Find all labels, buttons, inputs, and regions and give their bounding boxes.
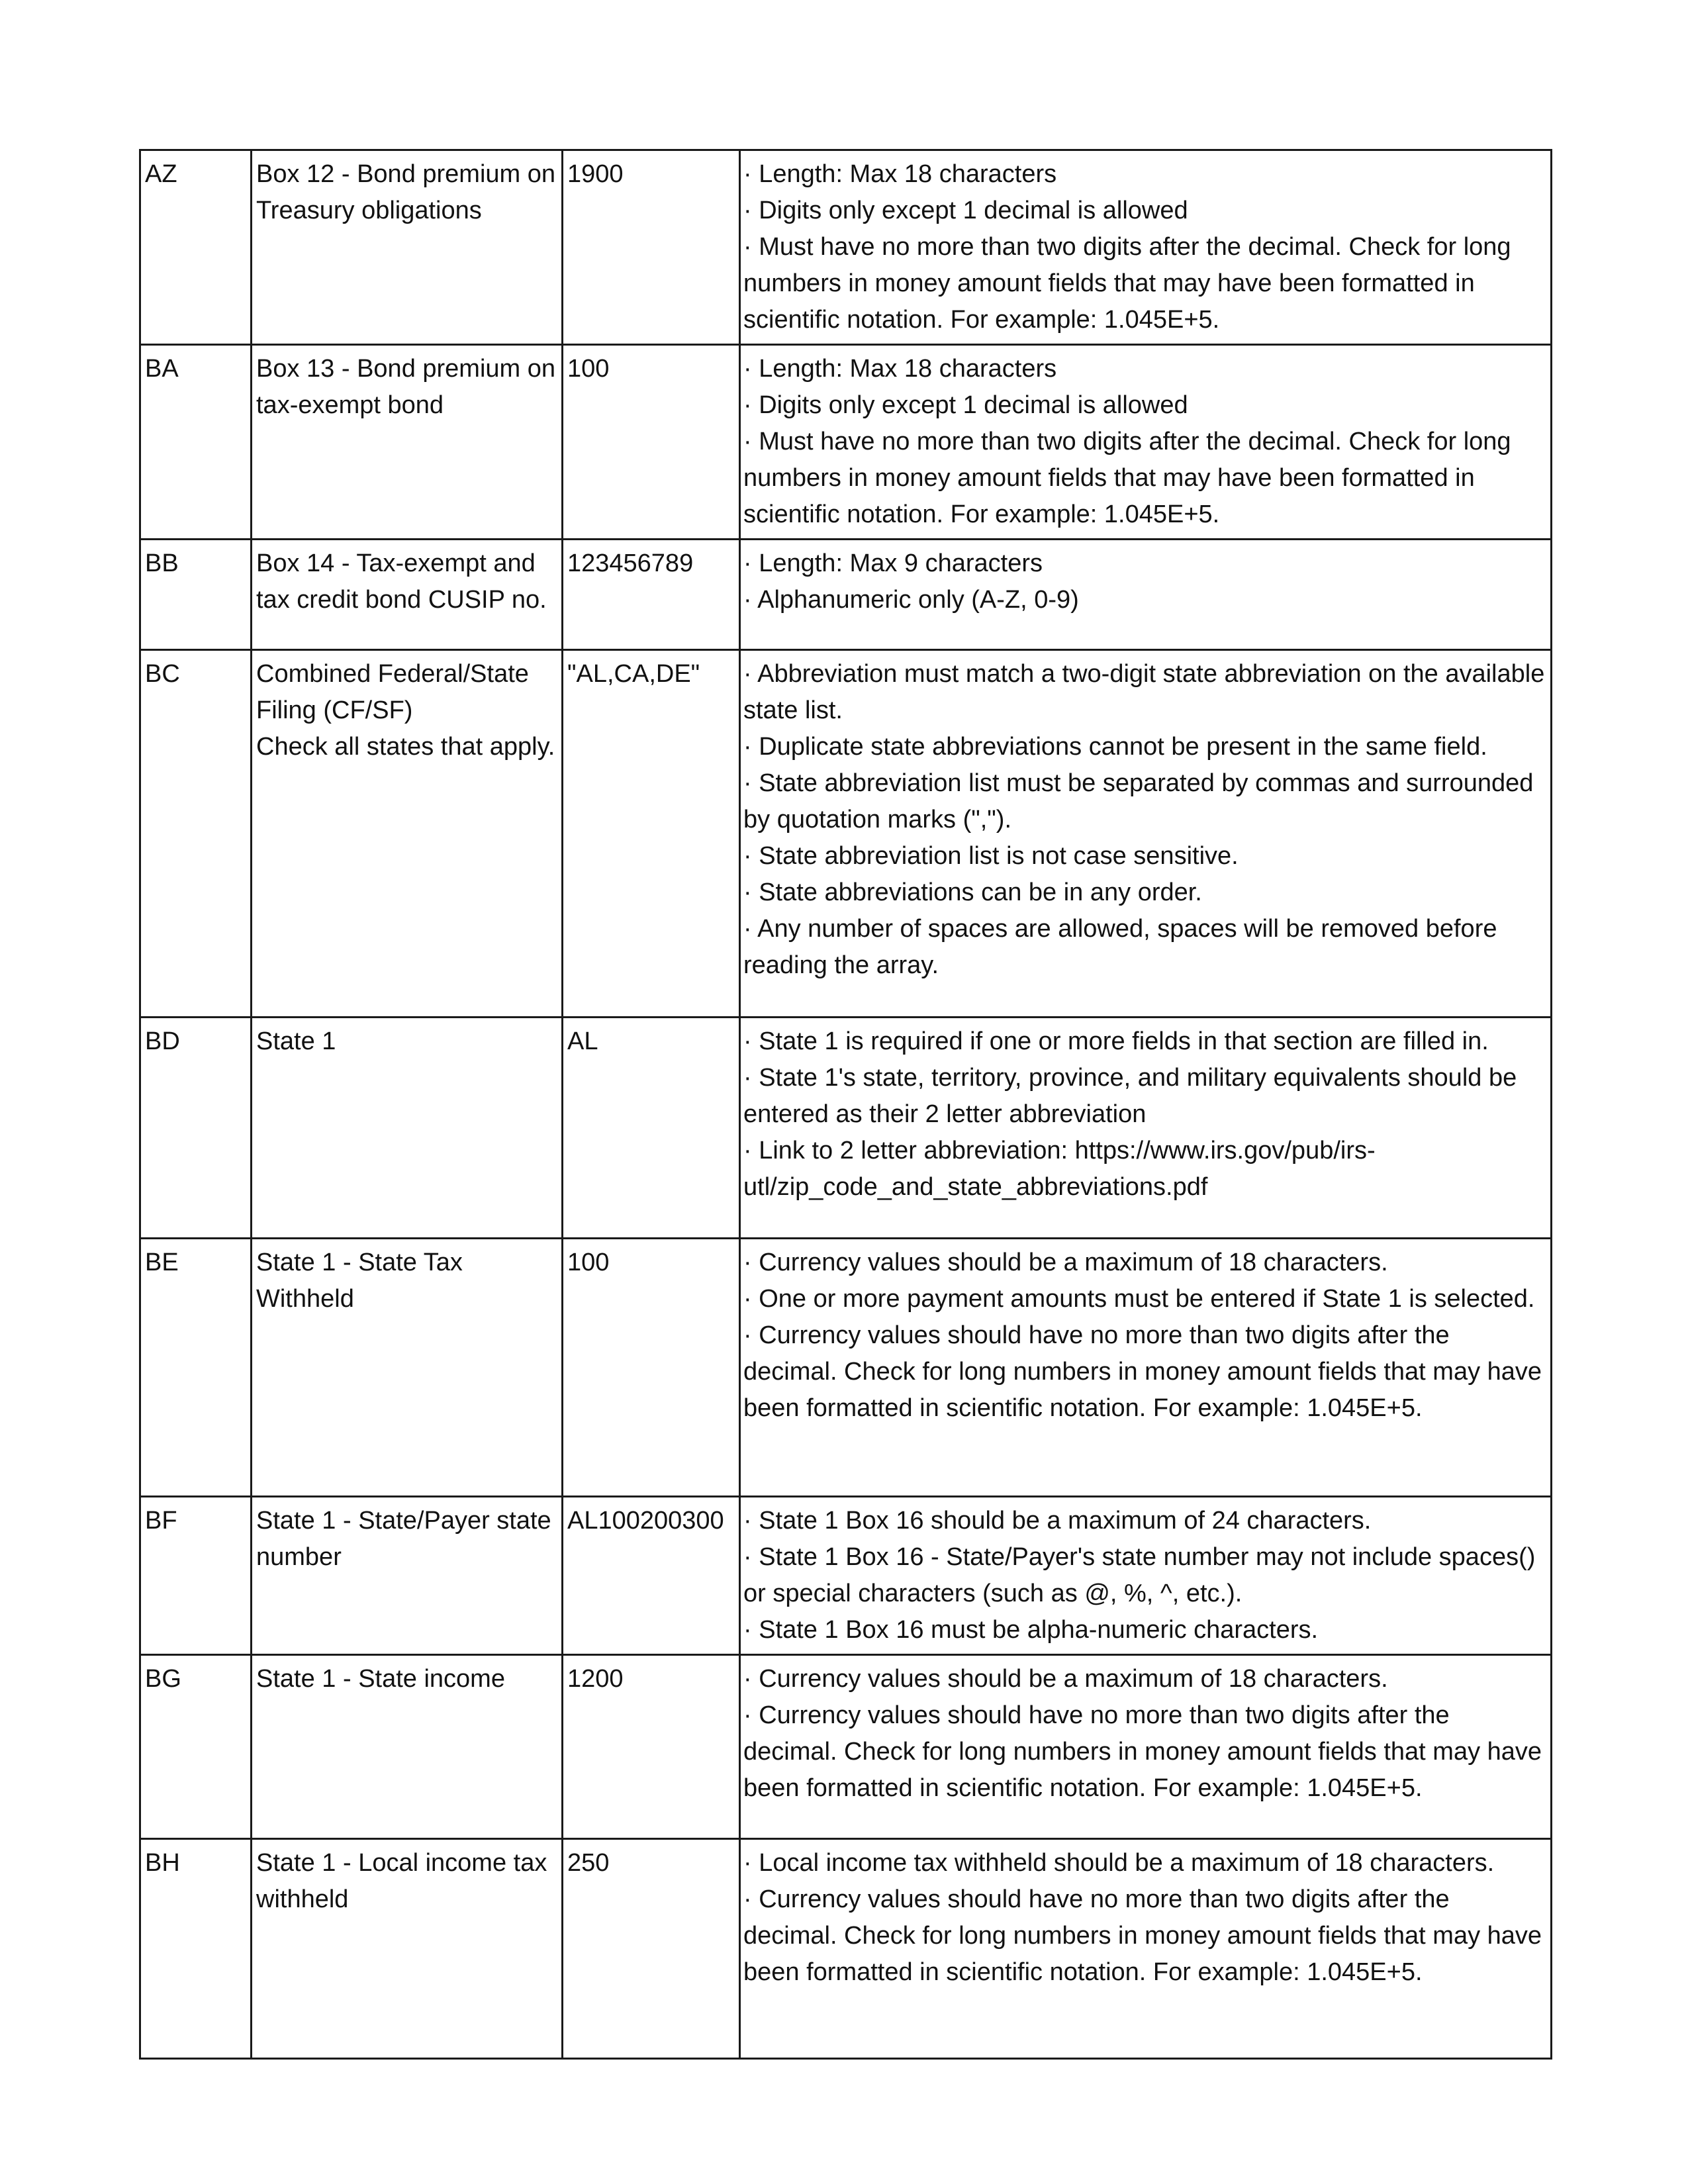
rule-line: · Digits only except 1 decimal is allowed bbox=[743, 391, 1188, 419]
field-name-cell: State 1 - State/Payer state number bbox=[252, 1497, 563, 1655]
example-value-cell: AL100200300 bbox=[563, 1497, 740, 1655]
field-name-cell: State 1 - State Tax Withheld bbox=[252, 1239, 563, 1497]
example-value-cell: 1900 bbox=[563, 150, 740, 345]
rule-line: · One or more payment amounts must be entered if State 1 is selected. bbox=[743, 1285, 1535, 1313]
rule-line: · Currency values should have no more than two digits after the decimal. Check for long numbers in money amount fields that may have been formatted in scientific notation. For example: 1.045E+5. bbox=[743, 1321, 1542, 1422]
column-letter-cell: BG bbox=[140, 1655, 252, 1839]
rule-line: · State 1 Box 16 must be alpha-numeric characters. bbox=[743, 1616, 1319, 1644]
validation-rules-cell bbox=[740, 345, 1552, 540]
validation-rules-cell bbox=[740, 650, 1552, 1018]
field-name-cell bbox=[252, 650, 563, 1018]
validation-rules-cell bbox=[740, 1239, 1552, 1497]
example-value-cell: 123456789 bbox=[563, 540, 740, 650]
field-name-cell: Box 12 - Bond premium on Treasury obligations bbox=[252, 150, 563, 345]
example-value-cell: 1200 bbox=[563, 1655, 740, 1839]
validation-rules-cell bbox=[740, 1839, 1552, 2059]
rule-line: · Duplicate state abbreviations cannot be present in the same field. bbox=[743, 733, 1487, 761]
rule-line: · Length: Max 18 characters bbox=[743, 160, 1057, 188]
validation-rules-cell bbox=[740, 540, 1552, 650]
example-value-cell: "AL,CA,DE" bbox=[563, 650, 740, 1018]
example-value-cell: 100 bbox=[563, 1239, 740, 1497]
table-row bbox=[140, 1239, 1552, 1497]
field-name-line: Combined Federal/State Filing (CF/SF) bbox=[256, 660, 529, 724]
field-name-cell: State 1 - Local income tax withheld bbox=[252, 1839, 563, 2059]
rule-line: · State abbreviation list is not case sensitive. bbox=[743, 842, 1239, 870]
column-letter-cell: BF bbox=[140, 1497, 252, 1655]
rule-line: · Currency values should be a maximum of 18 characters. bbox=[743, 1249, 1388, 1276]
rule-line: · State abbreviation list must be separated by commas and surrounded by quotation marks (","). bbox=[743, 769, 1534, 833]
rule-line: · Length: Max 9 characters bbox=[743, 549, 1043, 577]
column-letter-cell: AZ bbox=[140, 150, 252, 345]
rule-line: · State 1's state, territory, province, and military equivalents should be entered as their 2 letter abbreviation bbox=[743, 1064, 1517, 1128]
table-row bbox=[140, 345, 1552, 540]
rule-line: · State abbreviations can be in any order. bbox=[743, 878, 1202, 906]
table-row bbox=[140, 1497, 1552, 1655]
validation-rules-cell bbox=[740, 1497, 1552, 1655]
rule-line: · Currency values should be a maximum of 18 characters. bbox=[743, 1665, 1388, 1693]
field-name-cell: Box 13 - Bond premium on tax-exempt bond bbox=[252, 345, 563, 540]
rule-line: · Link to 2 letter abbreviation: https://www.irs.gov/pub/irs-utl/zip_code_and_state_abbreviations.pdf bbox=[743, 1137, 1376, 1201]
example-value-cell: AL bbox=[563, 1018, 740, 1239]
table-row bbox=[140, 1018, 1552, 1239]
validation-rules-cell bbox=[740, 1018, 1552, 1239]
rule-line: · State 1 Box 16 should be a maximum of 24 characters. bbox=[743, 1507, 1372, 1535]
rule-line: · State 1 Box 16 - State/Payer's state number may not include spaces() or special characters (such as @, %, ^, etc.). bbox=[743, 1543, 1536, 1607]
column-letter-cell: BD bbox=[140, 1018, 252, 1239]
field-name-cell: Box 14 - Tax-exempt and tax credit bond CUSIP no. bbox=[252, 540, 563, 650]
rule-line: · Must have no more than two digits after the decimal. Check for long numbers in money amount fields that may have been formatted in scientific notation. For example: 1.045E+5. bbox=[743, 428, 1511, 528]
rule-line: · Length: Max 18 characters bbox=[743, 355, 1057, 383]
rule-line: · State 1 is required if one or more fields in that section are filled in. bbox=[743, 1027, 1489, 1055]
field-spec-table bbox=[139, 149, 1552, 2060]
rule-line: · Currency values should have no more than two digits after the decimal. Check for long numbers in money amount fields that may have been formatted in scientific notation. For example: 1.045E+5. bbox=[743, 1885, 1542, 1986]
validation-rules-cell bbox=[740, 150, 1552, 345]
rule-line: · Must have no more than two digits after the decimal. Check for long numbers in money amount fields that may have been formatted in scientific notation. For example: 1.045E+5. bbox=[743, 233, 1511, 334]
table-row bbox=[140, 650, 1552, 1018]
validation-rules-cell bbox=[740, 1655, 1552, 1839]
column-letter-cell: BH bbox=[140, 1839, 252, 2059]
column-letter-cell: BE bbox=[140, 1239, 252, 1497]
rule-line: · Digits only except 1 decimal is allowed bbox=[743, 197, 1188, 224]
field-name-cell: State 1 bbox=[252, 1018, 563, 1239]
rule-line: · Alphanumeric only (A-Z, 0-9) bbox=[743, 586, 1079, 614]
column-letter-cell: BB bbox=[140, 540, 252, 650]
field-name-cell: State 1 - State income bbox=[252, 1655, 563, 1839]
column-letter-cell: BA bbox=[140, 345, 252, 540]
rule-line: · Any number of spaces are allowed, spaces will be removed before reading the array. bbox=[743, 915, 1497, 979]
rule-line: · Currency values should have no more than two digits after the decimal. Check for long numbers in money amount fields that may have been formatted in scientific notation. For example: 1.045E+5. bbox=[743, 1701, 1542, 1802]
field-name-line: Check all states that apply. bbox=[256, 733, 555, 761]
table-row bbox=[140, 1655, 1552, 1839]
example-value-cell: 250 bbox=[563, 1839, 740, 2059]
column-letter-cell: BC bbox=[140, 650, 252, 1018]
table-row bbox=[140, 150, 1552, 345]
rule-line: · Local income tax withheld should be a maximum of 18 characters. bbox=[743, 1849, 1495, 1877]
rule-line: · Abbreviation must match a two-digit state abbreviation on the available state list. bbox=[743, 660, 1545, 724]
table-row bbox=[140, 540, 1552, 650]
example-value-cell: 100 bbox=[563, 345, 740, 540]
table-row bbox=[140, 1839, 1552, 2059]
